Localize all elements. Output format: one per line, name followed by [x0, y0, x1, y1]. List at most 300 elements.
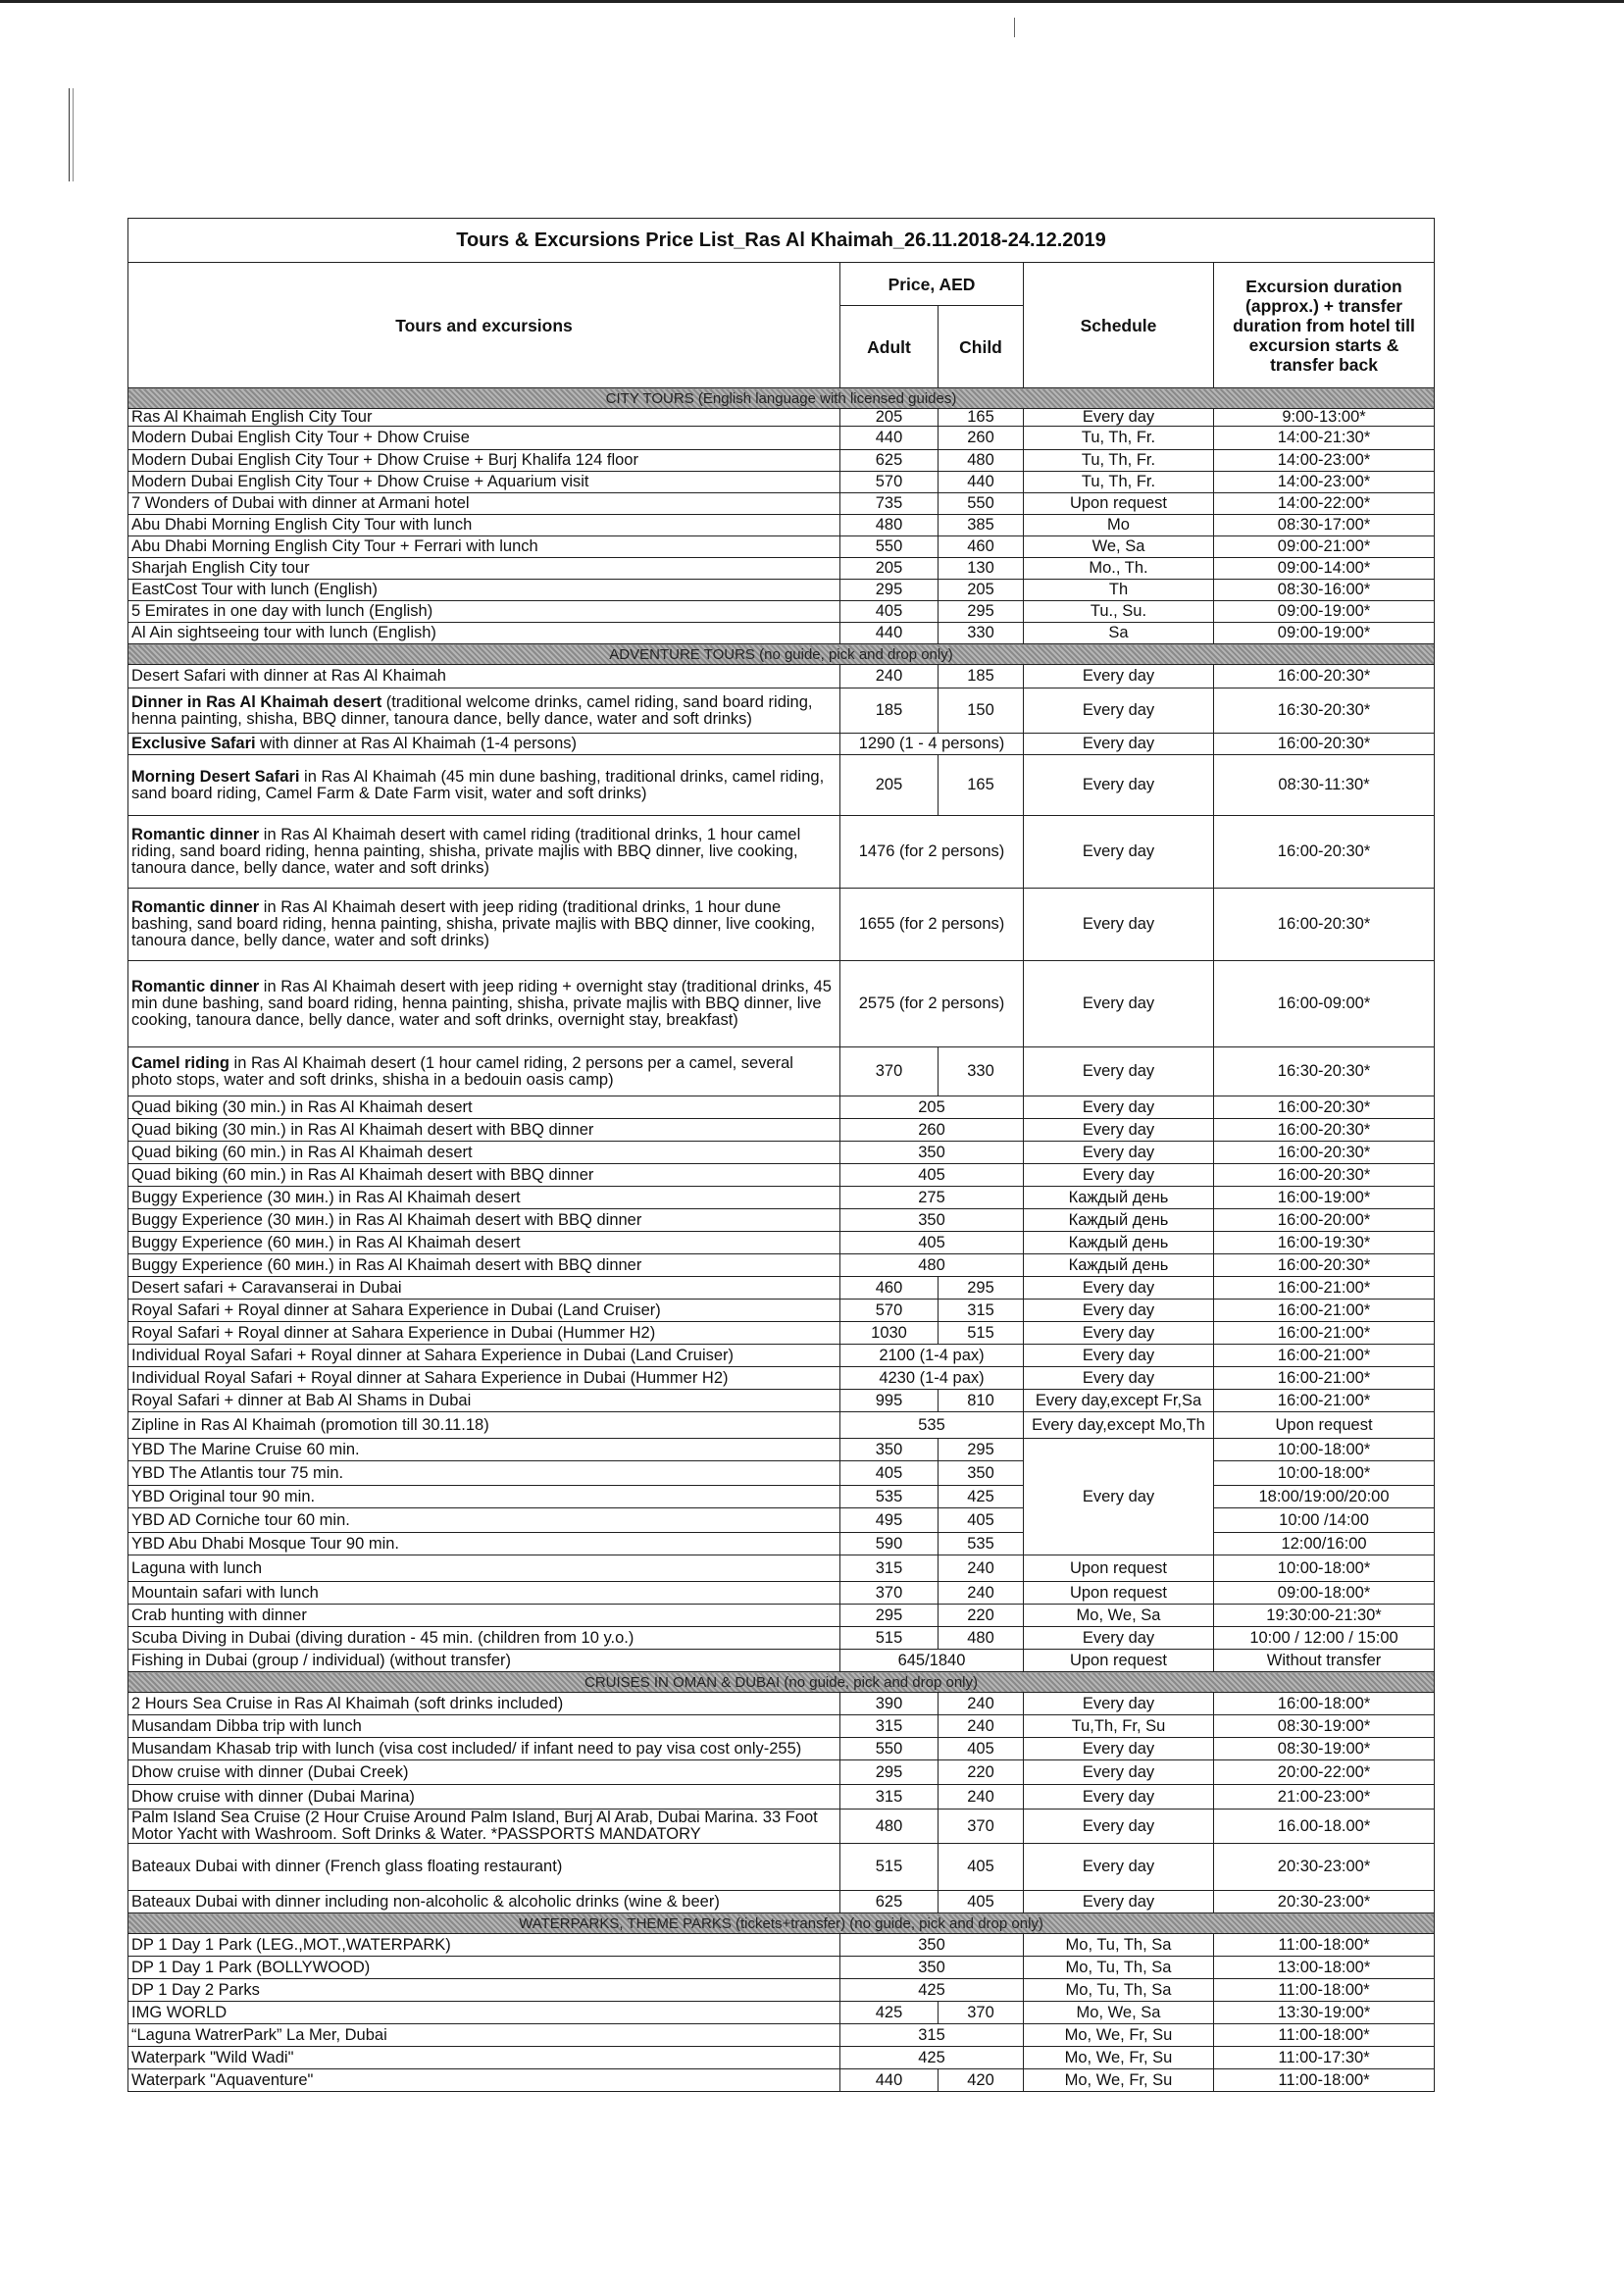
- header-price: Price, AED: [840, 263, 1024, 306]
- tour-name: [128, 1232, 840, 1254]
- schedule: Every day: [1024, 1760, 1214, 1785]
- duration: 16:00-20:30*: [1214, 1164, 1435, 1187]
- duration: 10:00-18:00*: [1214, 1555, 1435, 1582]
- duration: 16:00-20:30*: [1214, 665, 1435, 688]
- tour-name-bold: Romantic dinner: [131, 978, 260, 995]
- duration: 16:00-09:00*: [1214, 961, 1435, 1047]
- price-list-table: [127, 218, 1435, 2092]
- tour-name: [128, 1979, 840, 2002]
- tour-name-text: DP 1 Day 1 Park (LEG.,MOT.,WATERPARK): [131, 1935, 451, 1954]
- price-adult: 185: [840, 688, 939, 734]
- table-row: [128, 1693, 1435, 1715]
- price-adult: 1030: [840, 1322, 939, 1345]
- table-row: [128, 1555, 1435, 1582]
- price-adult: 460: [840, 1277, 939, 1300]
- tour-name-text: Musandam Khasab trip with lunch (visa cost included/ if infant need to pay visa cost only-255): [131, 1739, 802, 1758]
- price-child: 220: [939, 1605, 1024, 1627]
- table-row: [128, 1142, 1435, 1164]
- schedule: Every day: [1024, 1164, 1214, 1187]
- table-row: [128, 1844, 1435, 1891]
- tour-name: [128, 688, 840, 734]
- tour-name: [128, 558, 840, 580]
- tour-name-text: Quad biking (30 min.) in Ras Al Khaimah desert with BBQ dinner: [131, 1120, 594, 1139]
- duration: 10:00 / 12:00 / 15:00: [1214, 1627, 1435, 1650]
- table-row: [128, 1367, 1435, 1390]
- tour-name-text: YBD AD Corniche tour 60 min.: [131, 1510, 350, 1529]
- tour-name-text: in Ras Al Khaimah (45 min dune bashing, traditional drinks, camel riding, sand board riding, Camel Farm & Date Farm visit, water and soft drinks): [131, 767, 825, 802]
- duration: 20:30-23:00*: [1214, 1891, 1435, 1913]
- price-adult: 370: [840, 1582, 939, 1605]
- table-row: [128, 1891, 1435, 1913]
- duration: 9:00-13:00*: [1214, 409, 1435, 427]
- schedule: Every day: [1024, 755, 1214, 816]
- schedule: Tu, Th, Fr.: [1024, 472, 1214, 493]
- tour-name: [128, 1254, 840, 1277]
- tour-name-text: DP 1 Day 2 Parks: [131, 1980, 260, 1999]
- price-adult: 515: [840, 1844, 939, 1891]
- duration: Upon request: [1214, 1412, 1435, 1439]
- table-row: [128, 1322, 1435, 1345]
- price-adult: 515: [840, 1627, 939, 1650]
- duration: 16:00-21:00*: [1214, 1277, 1435, 1300]
- schedule: Upon request: [1024, 1555, 1214, 1582]
- price-adult: 295: [840, 1760, 939, 1785]
- schedule: Every day: [1024, 1891, 1214, 1913]
- price-adult: 240: [840, 665, 939, 688]
- tour-name-text: Royal Safari + Royal dinner at Sahara Experience in Dubai (Land Cruiser): [131, 1300, 661, 1319]
- tour-name-text: Bateaux Dubai with dinner (French glass floating restaurant): [131, 1858, 563, 1875]
- duration: 09:00-19:00*: [1214, 623, 1435, 644]
- tour-name-text: Crab hunting with dinner: [131, 1606, 307, 1624]
- table-row: [128, 1533, 1435, 1555]
- table-row: [128, 1300, 1435, 1322]
- duration: 11:00-18:00*: [1214, 1934, 1435, 1957]
- tour-name: [128, 472, 840, 493]
- schedule: Tu, Th, Fr.: [1024, 450, 1214, 472]
- table-row: [128, 623, 1435, 644]
- price-child: 185: [939, 665, 1024, 688]
- table-row: [128, 2047, 1435, 2069]
- price-child: 240: [939, 1715, 1024, 1738]
- tour-name-bold: Morning Desert Safari: [131, 767, 300, 786]
- tour-name: [128, 1461, 840, 1486]
- duration: 11:00-17:30*: [1214, 2047, 1435, 2069]
- tour-name-text: Abu Dhabi Morning English City Tour with lunch: [131, 516, 473, 534]
- tour-name-text: Dhow cruise with dinner (Dubai Creek): [131, 1762, 409, 1781]
- section-row: [128, 1913, 1435, 1934]
- header-child: Child: [939, 306, 1024, 388]
- tour-name-text: Modern Dubai English City Tour + Dhow Cruise: [131, 429, 470, 446]
- duration: 14:00-23:00*: [1214, 450, 1435, 472]
- tour-name-text: Abu Dhabi Morning English City Tour + Ferrari with lunch: [131, 537, 538, 555]
- tour-name-text: YBD The Atlantis tour 75 min.: [131, 1463, 344, 1482]
- header-adult: Adult: [840, 306, 939, 388]
- section-header-cruises: CRUISES IN OMAN & DUBAI (no guide, pick and drop only): [128, 1672, 1435, 1693]
- price-child: 330: [939, 1047, 1024, 1096]
- price-child: 810: [939, 1390, 1024, 1412]
- tour-name: [128, 1582, 840, 1605]
- table-row: [128, 1461, 1435, 1486]
- duration: 16:00-19:30*: [1214, 1232, 1435, 1254]
- tour-name-text: Waterpark "Wild Wadi": [131, 2048, 294, 2066]
- tour-name-text: “Laguna WatrerPark” La Mer, Dubai: [131, 2025, 387, 2044]
- price-child: 385: [939, 515, 1024, 536]
- tour-name-text: in Ras Al Khaimah desert (1 hour camel riding, 2 persons per a camel, several photo stops, water and soft drinks, shisha in a bedouin oasis camp): [131, 1053, 793, 1089]
- price-adult: 315: [840, 1555, 939, 1582]
- duration: 14:00-21:30*: [1214, 427, 1435, 450]
- tour-name: [128, 1810, 840, 1844]
- price-combined: 4230 (1-4 pax): [840, 1367, 1024, 1390]
- schedule: Mo, We, Fr, Su: [1024, 2069, 1214, 2092]
- table-row: [128, 1390, 1435, 1412]
- tour-name: [128, 1508, 840, 1533]
- tour-name-text: in Ras Al Khaimah desert with camel riding (traditional drinks, 1 hour camel riding, sand board riding, henna painting, shisha, private majlis with BBQ dinner, live cooking, tanoura dance, belly dance, water and soft drinks): [131, 826, 801, 877]
- table-row: [128, 1209, 1435, 1232]
- duration: 08:30-17:00*: [1214, 515, 1435, 536]
- price-combined: 315: [840, 2024, 1024, 2047]
- duration: 21:00-23:00*: [1214, 1785, 1435, 1810]
- schedule: Sa: [1024, 623, 1214, 644]
- table-row: [128, 580, 1435, 601]
- tour-name-text: in Ras Al Khaimah desert with jeep riding + overnight stay (traditional drinks, 45 min dune bashing, sand board riding, henna painting, shisha, private majlis with BBQ dinner, live cooking, tanoura dance, belly dance, water and soft drinks, overnight stay, breakfast): [131, 978, 832, 1029]
- duration: 08:30-11:30*: [1214, 755, 1435, 816]
- tour-name: [128, 1439, 840, 1461]
- table-row: [128, 1650, 1435, 1672]
- price-child: 405: [939, 1508, 1024, 1533]
- tour-name: [128, 1957, 840, 1979]
- tour-name: [128, 601, 840, 623]
- tour-name-text: YBD The Marine Cruise 60 min.: [131, 1440, 360, 1458]
- table-row: [128, 601, 1435, 623]
- tour-name: [128, 493, 840, 515]
- tour-name: [128, 1096, 840, 1119]
- price-child: 370: [939, 1810, 1024, 1844]
- price-child: 295: [939, 601, 1024, 623]
- table-row: [128, 1412, 1435, 1439]
- duration: 14:00-22:00*: [1214, 493, 1435, 515]
- price-adult: 425: [840, 2002, 939, 2024]
- table-row: [128, 1232, 1435, 1254]
- tour-name: [128, 2047, 840, 2069]
- tour-name: [128, 1300, 840, 1322]
- tour-name: [128, 1390, 840, 1412]
- duration: 14:00-23:00*: [1214, 472, 1435, 493]
- price-adult: 570: [840, 1300, 939, 1322]
- tour-name: [128, 1738, 840, 1760]
- tour-name-text: IMG WORLD: [131, 2003, 228, 2021]
- scan-staple-mark: [69, 88, 74, 181]
- price-adult: 590: [840, 1533, 939, 1555]
- price-child: 150: [939, 688, 1024, 734]
- tour-name-text: Modern Dubai English City Tour + Dhow Cruise + Burj Khalifa 124 floor: [131, 451, 638, 469]
- price-child: 515: [939, 1322, 1024, 1345]
- schedule: Mo: [1024, 515, 1214, 536]
- table-row: [128, 1187, 1435, 1209]
- schedule: Upon request: [1024, 1582, 1214, 1605]
- schedule: Tu,Th, Fr, Su: [1024, 1715, 1214, 1738]
- schedule: Every day: [1024, 1844, 1214, 1891]
- duration: 08:30-19:00*: [1214, 1738, 1435, 1760]
- schedule: Каждый день: [1024, 1187, 1214, 1209]
- tour-name-text: Quad biking (60 min.) in Ras Al Khaimah desert: [131, 1143, 473, 1161]
- schedule: Every day: [1024, 1300, 1214, 1322]
- price-combined: 350: [840, 1209, 1024, 1232]
- price-child: 550: [939, 493, 1024, 515]
- table-row: [128, 2069, 1435, 2092]
- tour-name: [128, 734, 840, 755]
- tour-name-text: EastCost Tour with lunch (English): [131, 581, 378, 598]
- tour-name: [128, 2024, 840, 2047]
- price-combined: 1655 (for 2 persons): [840, 889, 1024, 961]
- price-adult: 350: [840, 1439, 939, 1461]
- schedule: Mo, Tu, Th, Sa: [1024, 1979, 1214, 2002]
- tour-name: [128, 1760, 840, 1785]
- tour-name: [128, 623, 840, 644]
- price-adult: 625: [840, 1891, 939, 1913]
- section-header-waterparks: WATERPARKS, THEME PARKS (tickets+transfer) (no guide, pick and drop only): [128, 1913, 1435, 1934]
- tour-name-bold: Dinner in Ras Al Khaimah desert: [131, 692, 382, 711]
- tour-name-text: Sharjah English City tour: [131, 559, 310, 577]
- price-adult: 295: [840, 580, 939, 601]
- price-combined: 205: [840, 1096, 1024, 1119]
- duration: 16:00-21:00*: [1214, 1300, 1435, 1322]
- duration: 16:00-20:30*: [1214, 889, 1435, 961]
- tour-name-text: Scuba Diving in Dubai (diving duration - 45 min. (children from 10 y.o.): [131, 1628, 634, 1647]
- duration: 13:30-19:00*: [1214, 2002, 1435, 2024]
- schedule: Mo, We, Sa: [1024, 1605, 1214, 1627]
- price-child: 260: [939, 427, 1024, 450]
- price-adult: 550: [840, 536, 939, 558]
- price-combined: 350: [840, 1934, 1024, 1957]
- tour-name-text: Zipline in Ras Al Khaimah (promotion till 30.11.18): [131, 1415, 489, 1434]
- tour-name: [128, 665, 840, 688]
- schedule: Каждый день: [1024, 1232, 1214, 1254]
- duration: 09:00-18:00*: [1214, 1582, 1435, 1605]
- tour-name: [128, 961, 840, 1047]
- tour-name: [128, 1209, 840, 1232]
- table-row: [128, 1096, 1435, 1119]
- price-adult: 570: [840, 472, 939, 493]
- tour-name: [128, 1277, 840, 1300]
- tour-name-text: Waterpark "Aquaventure": [131, 2070, 314, 2089]
- table-row: [128, 755, 1435, 816]
- table-row: [128, 1119, 1435, 1142]
- duration: 16:00-20:30*: [1214, 1096, 1435, 1119]
- tour-name-text: 7 Wonders of Dubai with dinner at Armani hotel: [131, 494, 470, 512]
- table-row: [128, 889, 1435, 961]
- price-combined: 1290 (1 - 4 persons): [840, 734, 1024, 755]
- price-combined: 405: [840, 1232, 1024, 1254]
- schedule: Every day: [1024, 1142, 1214, 1164]
- schedule: Mo, Tu, Th, Sa: [1024, 1957, 1214, 1979]
- tour-name-text: Laguna with lunch: [131, 1558, 263, 1577]
- table-row: [128, 1254, 1435, 1277]
- tour-name-text: Quad biking (60 min.) in Ras Al Khaimah desert with BBQ dinner: [131, 1165, 594, 1184]
- table-row: [128, 472, 1435, 493]
- tour-name-text: YBD Original tour 90 min.: [131, 1487, 316, 1505]
- tour-name-text: (traditional welcome drinks, camel riding, sand board riding, henna painting, shisha, BBQ dinner, tanoura dance, belly dance, water and soft drinks): [131, 692, 813, 728]
- schedule: Every day: [1024, 1047, 1214, 1096]
- tour-name: [128, 1187, 840, 1209]
- price-combined: 260: [840, 1119, 1024, 1142]
- tour-name-bold: Camel riding: [131, 1053, 229, 1072]
- table-row: [128, 536, 1435, 558]
- scan-speck: [1014, 18, 1015, 37]
- tour-name: [128, 755, 840, 816]
- duration: 11:00-18:00*: [1214, 2024, 1435, 2047]
- schedule: Every day: [1024, 688, 1214, 734]
- schedule: Every day: [1024, 1277, 1214, 1300]
- tour-name: [128, 2002, 840, 2024]
- schedule: Every day: [1024, 816, 1214, 889]
- price-adult: 735: [840, 493, 939, 515]
- price-child: 240: [939, 1785, 1024, 1810]
- schedule: Every day: [1024, 1693, 1214, 1715]
- price-adult: 480: [840, 515, 939, 536]
- table-row: [128, 409, 1435, 427]
- tour-name: [128, 427, 840, 450]
- schedule: Every day,except Mo,Th: [1024, 1412, 1214, 1439]
- tour-name-text: Palm Island Sea Cruise (2 Hour Cruise Around Palm Island, Burj Al Arab, Dubai Marina. 33 Foot Motor Yacht with Washroom. Soft Drinks & Water. *PASSPORTS MANDATORY: [131, 1809, 818, 1843]
- duration: 16:00-21:00*: [1214, 1390, 1435, 1412]
- duration: 20:00-22:00*: [1214, 1760, 1435, 1785]
- schedule: Every day: [1024, 734, 1214, 755]
- duration: 16:00-20:30*: [1214, 1254, 1435, 1277]
- duration: 16.00-18.00*: [1214, 1810, 1435, 1844]
- tour-name: [128, 1367, 840, 1390]
- price-combined: 535: [840, 1412, 1024, 1439]
- tour-name-text: Bateaux Dubai with dinner including non-alcoholic & alcoholic drinks (wine & beer): [131, 1892, 720, 1911]
- price-adult: 205: [840, 409, 939, 427]
- table-row: [128, 450, 1435, 472]
- tour-name-bold: Romantic dinner: [131, 826, 260, 843]
- schedule: Mo., Th.: [1024, 558, 1214, 580]
- schedule: Every day: [1024, 1439, 1214, 1555]
- table-row: [128, 1277, 1435, 1300]
- tour-name-bold: Exclusive Safari: [131, 735, 256, 752]
- tour-name: [128, 409, 840, 427]
- duration: 16:00-20:00*: [1214, 1209, 1435, 1232]
- schedule: Every day: [1024, 1738, 1214, 1760]
- price-adult: 625: [840, 450, 939, 472]
- price-child: 405: [939, 1891, 1024, 1913]
- table-row: [128, 961, 1435, 1047]
- table-row: [128, 1760, 1435, 1785]
- table-row: [128, 1508, 1435, 1533]
- tour-name-text: 5 Emirates in one day with lunch (English): [131, 602, 433, 620]
- duration: 16:30-20:30*: [1214, 1047, 1435, 1096]
- price-child: 130: [939, 558, 1024, 580]
- schedule: Upon request: [1024, 493, 1214, 515]
- duration: 16:00-20:30*: [1214, 734, 1435, 755]
- duration: 16:00-20:30*: [1214, 1142, 1435, 1164]
- schedule: Every day: [1024, 409, 1214, 427]
- table-row: [128, 1345, 1435, 1367]
- schedule: Every day: [1024, 1119, 1214, 1142]
- price-child: 220: [939, 1760, 1024, 1785]
- table-row: [128, 2024, 1435, 2047]
- tour-name-text: Royal Safari + dinner at Bab Al Shams in Dubai: [131, 1391, 472, 1409]
- tour-name: [128, 1934, 840, 1957]
- schedule: Mo, We, Fr, Su: [1024, 2024, 1214, 2047]
- tour-name: [128, 515, 840, 536]
- section-header-city: CITY TOURS (English language with licensed guides): [128, 388, 1435, 409]
- duration: 16:00-19:00*: [1214, 1187, 1435, 1209]
- schedule: Every day: [1024, 1096, 1214, 1119]
- table-row: [128, 1439, 1435, 1461]
- table-row: [128, 2002, 1435, 2024]
- price-child: 205: [939, 580, 1024, 601]
- schedule: Upon request: [1024, 1650, 1214, 1672]
- duration: 16:00-20:30*: [1214, 1119, 1435, 1142]
- price-adult: 295: [840, 1605, 939, 1627]
- section-row: [128, 388, 1435, 409]
- tour-name-text: Individual Royal Safari + Royal dinner at Sahara Experience in Dubai (Land Cruiser): [131, 1346, 735, 1364]
- duration: 16:00-20:30*: [1214, 816, 1435, 889]
- schedule: Every day: [1024, 1367, 1214, 1390]
- header-schedule: Schedule: [1024, 263, 1214, 388]
- scan-border-top: [0, 0, 1624, 3]
- tour-name: [128, 1605, 840, 1627]
- price-adult: 440: [840, 427, 939, 450]
- tour-name-text: Musandam Dibba trip with lunch: [131, 1716, 362, 1735]
- duration: 11:00-18:00*: [1214, 1979, 1435, 2002]
- price-adult: 315: [840, 1785, 939, 1810]
- table-row: [128, 1627, 1435, 1650]
- price-child: 425: [939, 1486, 1024, 1508]
- schedule: Каждый день: [1024, 1254, 1214, 1277]
- price-combined: 645/1840: [840, 1650, 1024, 1672]
- table-row: [128, 1979, 1435, 2002]
- price-adult: 205: [840, 558, 939, 580]
- table-row: [128, 1605, 1435, 1627]
- price-combined: 350: [840, 1142, 1024, 1164]
- table-row: [128, 558, 1435, 580]
- tour-name: [128, 1142, 840, 1164]
- tour-name-text: Buggy Experience (30 мин.) in Ras Al Khaimah desert: [131, 1188, 521, 1206]
- duration: 16:00-21:00*: [1214, 1367, 1435, 1390]
- header-tours: Tours and excursions: [128, 263, 840, 388]
- price-combined: 480: [840, 1254, 1024, 1277]
- price-adult: 440: [840, 2069, 939, 2092]
- price-child: 240: [939, 1582, 1024, 1605]
- tour-name: [128, 816, 840, 889]
- price-adult: 535: [840, 1486, 939, 1508]
- table-row: [128, 1486, 1435, 1508]
- tour-name: [128, 1785, 840, 1810]
- tour-name: [128, 1412, 840, 1439]
- table-row: [128, 515, 1435, 536]
- price-combined: 350: [840, 1957, 1024, 1979]
- tour-name-text: Individual Royal Safari + Royal dinner at Sahara Experience in Dubai (Hummer H2): [131, 1368, 729, 1387]
- price-adult: 405: [840, 601, 939, 623]
- duration: 16:00-18:00*: [1214, 1693, 1435, 1715]
- duration: 09:00-14:00*: [1214, 558, 1435, 580]
- tour-name: [128, 1555, 840, 1582]
- duration: 16:00-21:00*: [1214, 1345, 1435, 1367]
- duration: 18:00/19:00/20:00: [1214, 1486, 1435, 1508]
- price-adult: 370: [840, 1047, 939, 1096]
- price-child: 295: [939, 1277, 1024, 1300]
- tour-name: [128, 450, 840, 472]
- price-combined: 425: [840, 1979, 1024, 2002]
- table-row: [128, 1785, 1435, 1810]
- price-child: 405: [939, 1738, 1024, 1760]
- schedule: Every day: [1024, 961, 1214, 1047]
- tour-name-text: with dinner at Ras Al Khaimah (1-4 persons): [255, 735, 577, 752]
- duration: 09:00-19:00*: [1214, 601, 1435, 623]
- price-combined: 2100 (1-4 pax): [840, 1345, 1024, 1367]
